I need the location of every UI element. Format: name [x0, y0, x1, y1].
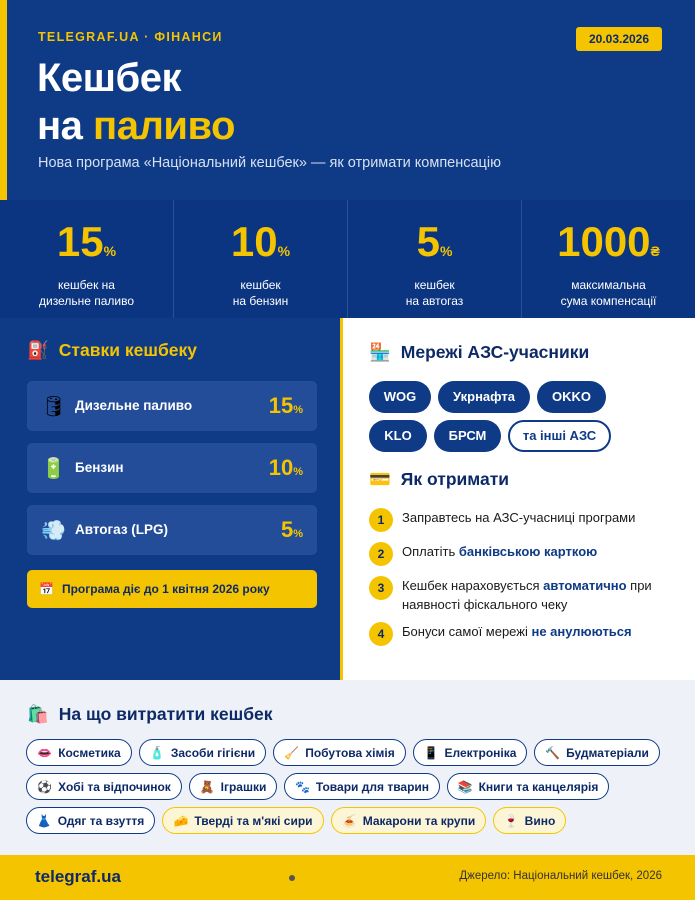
stat-label: кешбек на дизельне паливо	[38, 278, 135, 308]
paw-icon: 🐾	[294, 779, 310, 794]
network-chip-okko: OKKO	[537, 381, 606, 413]
tag-building-materials: 🔨 Будматеріали	[534, 739, 660, 766]
stat-label: максимальна сума компенсації	[560, 278, 657, 308]
step-number: 1	[369, 508, 393, 532]
network-chip-klo: KLO	[369, 420, 427, 452]
tag-hygiene: 🧴 Засоби гігієни	[139, 739, 266, 766]
program-deadline-note: 📅 Програма діє до 1 квітня 2026 року	[27, 570, 317, 608]
wine-icon: 🍷	[503, 813, 519, 828]
stat-value: 10%	[230, 218, 291, 265]
step-text: Заправтесь на АЗС-учасниці програми	[402, 510, 636, 525]
rate-value: 5%	[280, 517, 303, 542]
pasta-icon: 🍝	[341, 813, 357, 828]
step-text: Кешбек нараховується автоматично при наявності фіскального чеку	[402, 578, 652, 612]
stat-value: 5%	[416, 218, 453, 265]
tag-pasta: 🍝 Макарони та крупи	[331, 807, 486, 834]
header	[0, 0, 695, 200]
title-line-1: Кешбек	[37, 56, 181, 100]
howto-title: 💳 Як отримати	[369, 469, 510, 489]
tag-toys: 🧸 Іграшки	[189, 773, 277, 800]
tag-hobby: ⚽ Хобі та відпочинок	[26, 773, 182, 800]
step-4	[369, 622, 669, 648]
cheese-icon: 🧀	[173, 813, 189, 828]
network-chip-brsm: БРСМ	[434, 420, 501, 452]
title-line-2	[37, 102, 235, 150]
rate-row-diesel	[27, 381, 317, 431]
step-number: 4	[369, 622, 393, 646]
calendar-icon: 📅	[39, 582, 54, 596]
rate-name: Дизельне паливо	[75, 398, 193, 413]
rate-value: 10%	[268, 455, 303, 480]
phone-icon: 📱	[423, 745, 439, 760]
footer-dot	[289, 875, 295, 881]
step-number: 2	[369, 542, 393, 566]
shopping-bags-icon: 🛍️	[27, 704, 49, 724]
tag-books: 📚 Книги та канцелярія	[447, 773, 609, 800]
stat-value: 1000₴	[557, 218, 660, 265]
books-icon: 📚	[457, 779, 473, 794]
stat-lpg	[348, 200, 522, 318]
gas-cloud-icon: 💨	[41, 520, 66, 542]
fuel-pump-icon: ⛽	[27, 340, 49, 360]
tag-clothing: 👗 Одяг та взуття	[26, 807, 155, 834]
date-badge: 20.03.2026	[576, 27, 662, 51]
step-2	[369, 542, 669, 568]
rate-value: 15%	[268, 393, 303, 418]
network-chip-wog: WOG	[369, 381, 431, 413]
spend-title: 🛍️ На що витратити кешбек	[27, 704, 273, 724]
stat-label: кешбек на автогаз	[405, 278, 464, 308]
oil-barrel-icon: 🛢	[41, 396, 67, 418]
station-icon: 🏪	[369, 342, 391, 362]
footer-source: Джерело: Національний кешбек, 2026	[459, 870, 662, 882]
title-prefix: на	[37, 104, 94, 148]
ball-icon: ⚽	[37, 779, 53, 794]
rates-title: ⛽ Ставки кешбеку	[27, 340, 197, 360]
step-1	[369, 508, 669, 534]
step-text: Оплатіть банківською карткою	[402, 544, 598, 559]
rates-panel	[0, 318, 340, 680]
stats-strip	[0, 200, 695, 318]
header-accent-bar	[0, 0, 7, 200]
stat-label: кешбек на бензин	[232, 278, 289, 308]
stat-petrol	[174, 200, 348, 318]
step-3	[369, 576, 669, 616]
page-title	[37, 54, 235, 150]
network-chip-others: та інші АЗС	[508, 420, 611, 452]
tag-cheese: 🧀 Тверді та м'які сири	[162, 807, 324, 834]
network-chip-ukrnafta: Укрнафта	[438, 381, 530, 413]
step-number: 3	[369, 576, 393, 600]
stat-max-compensation	[522, 200, 695, 318]
page-subtitle: Нова програма «Національний кешбек» — як отримати компенсацію	[38, 155, 501, 171]
rate-row-lpg	[27, 505, 317, 555]
footer	[0, 855, 695, 900]
stat-diesel	[0, 200, 174, 318]
networks-title: 🏪 Мережі АЗС-учасники	[369, 342, 590, 362]
step-text: Бонуси самої мережі не анулюються	[402, 624, 632, 639]
footer-logo[interactable]: telegraf.ua	[35, 867, 121, 886]
tag-electronics: 📱 Електроніка	[413, 739, 527, 766]
tag-wine: 🍷 Вино	[493, 807, 566, 834]
card-icon: 💳	[369, 469, 391, 489]
lips-icon: 👄	[37, 745, 53, 760]
tag-household-chemicals: 🧹 Побутова хімія	[273, 739, 406, 766]
broom-icon: 🧹	[284, 745, 300, 760]
brand-label: TELEGRAF.UA · ФІНАНСИ	[38, 30, 223, 44]
rate-name: Автогаз (LPG)	[75, 522, 169, 537]
tag-pet-goods: 🐾 Товари для тварин	[284, 773, 440, 800]
soap-bottle-icon: 🧴	[149, 745, 165, 760]
stat-value: 15%	[56, 218, 117, 265]
title-accent: паливо	[93, 104, 235, 148]
rate-row-petrol	[27, 443, 317, 493]
hammer-icon: 🔨	[545, 745, 561, 760]
tag-cosmetics: 👄 Косметика	[26, 739, 132, 766]
battery-icon: 🔋	[41, 458, 66, 480]
teddy-bear-icon: 🧸	[199, 779, 215, 794]
dress-icon: 👗	[36, 813, 52, 828]
rate-name: Бензин	[75, 460, 124, 475]
